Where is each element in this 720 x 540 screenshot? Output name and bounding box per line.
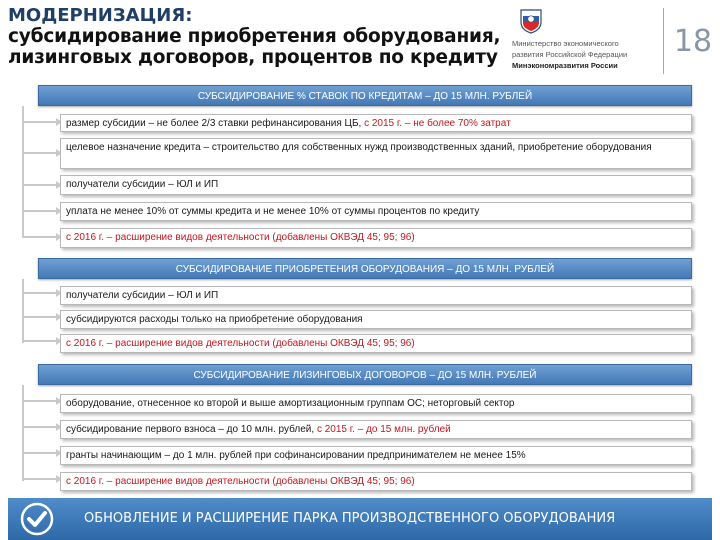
item-highlight: с 2016 г. – расширение видов деятельности (добавлены ОКВЭД 45; 95; 96) — [66, 476, 415, 487]
list-item — [60, 394, 692, 413]
ministry-caption — [512, 38, 662, 71]
item-text: субсидирование первого взноса – до 10 млн. рублей, — [66, 424, 317, 435]
connector-arrow — [22, 228, 58, 238]
ministry-emblem-icon — [518, 8, 544, 34]
item-text: гранты начинающим – до 1 млн. рублей при софинансировании предпринимателем не менее 15% — [66, 450, 526, 461]
connector-arrow — [22, 284, 58, 294]
list-item — [60, 175, 692, 195]
slide-title — [8, 6, 508, 68]
connector-arrow — [22, 470, 58, 480]
item-highlight: с 2015 г. – до 15 млн. рублей — [316, 424, 451, 435]
item-text: субсидируются расходы только на приобретение оборудования — [66, 314, 363, 325]
list-item — [60, 228, 692, 248]
title-line-1: МОДЕРНИЗАЦИЯ: — [8, 5, 193, 26]
ministry-short-name: Минэкономразвития России — [512, 61, 618, 70]
connector-arrow — [22, 418, 58, 428]
connector-arrow — [22, 332, 58, 342]
list-item — [60, 472, 692, 491]
item-highlight: с 2016 г. – расширение видов деятельности (добавлены ОКВЭД 45; 95; 96) — [66, 338, 415, 349]
checkmark-icon — [20, 502, 54, 536]
list-item — [60, 334, 692, 353]
title-line-2: субсидирование приобретения оборудования, — [8, 26, 501, 47]
list-item — [60, 420, 692, 439]
connector-arrow — [22, 144, 58, 154]
page-number: 18 — [673, 24, 713, 59]
section-heading-leasing: СУБСИДИРОВАНИЕ ЛИЗИНГОВЫХ ДОГОВОРОВ – ДО 15 МЛН. РУБЛЕЙ — [38, 364, 692, 385]
connector-arrow — [22, 176, 58, 186]
section-heading-credit: СУБСИДИРОВАНИЕ % СТАВОК ПО КРЕДИТАМ – ДО 15 МЛН. РУБЛЕЙ — [38, 85, 692, 106]
connector-arrow — [22, 113, 58, 123]
connector-arrow — [22, 308, 58, 318]
tree-line — [22, 106, 24, 238]
list-item — [60, 310, 692, 329]
item-text: оборудование, отнесенное ко второй и выше амортизационным группам ОС; неторговый сектор — [66, 398, 515, 409]
header-divider — [663, 8, 664, 74]
ministry-line-2: развития Российской Федерации — [512, 50, 628, 59]
section-heading-equipment: СУБСИДИРОВАНИЕ ПРИОБРЕТЕНИЯ ОБОРУДОВАНИЯ – ДО 15 МЛН. РУБЛЕЙ — [38, 258, 692, 279]
ministry-line-1: Министерство экономического — [512, 39, 619, 48]
list-item — [60, 286, 692, 305]
list-item — [60, 114, 692, 132]
footer-text: ОБНОВЛЕНИЕ И РАСШИРЕНИЕ ПАРКА ПРОИЗВОДСТВЕННОГО ОБОРУДОВАНИЯ — [84, 511, 616, 526]
item-text: получатели субсидии – ЮЛ и ИП — [66, 179, 219, 190]
title-line-3: лизинговых договоров, процентов по кредиту — [8, 47, 498, 68]
item-highlight: с 2015 г. – не более 70% затрат — [364, 118, 511, 129]
list-item — [60, 202, 692, 221]
item-text: получатели субсидии – ЮЛ и ИП — [66, 290, 219, 301]
item-text: целевое назначение кредита – строительство для собственных нужд производственных зданий, приобретение оборудования — [66, 142, 652, 153]
item-text: размер субсидии – не более 2/3 ставки рефинансирования ЦБ, — [66, 118, 365, 129]
footer-banner — [8, 498, 712, 540]
list-item — [60, 138, 692, 169]
list-item — [60, 446, 692, 465]
item-highlight: с 2016 г. – расширение видов деятельности (добавлены ОКВЭД 45; 95; 96) — [66, 232, 415, 243]
connector-arrow — [22, 202, 58, 212]
item-text: уплата не менее 10% от суммы кредита и не менее 10% от суммы процентов по кредиту — [66, 206, 480, 217]
connector-arrow — [22, 392, 58, 402]
connector-arrow — [22, 444, 58, 454]
